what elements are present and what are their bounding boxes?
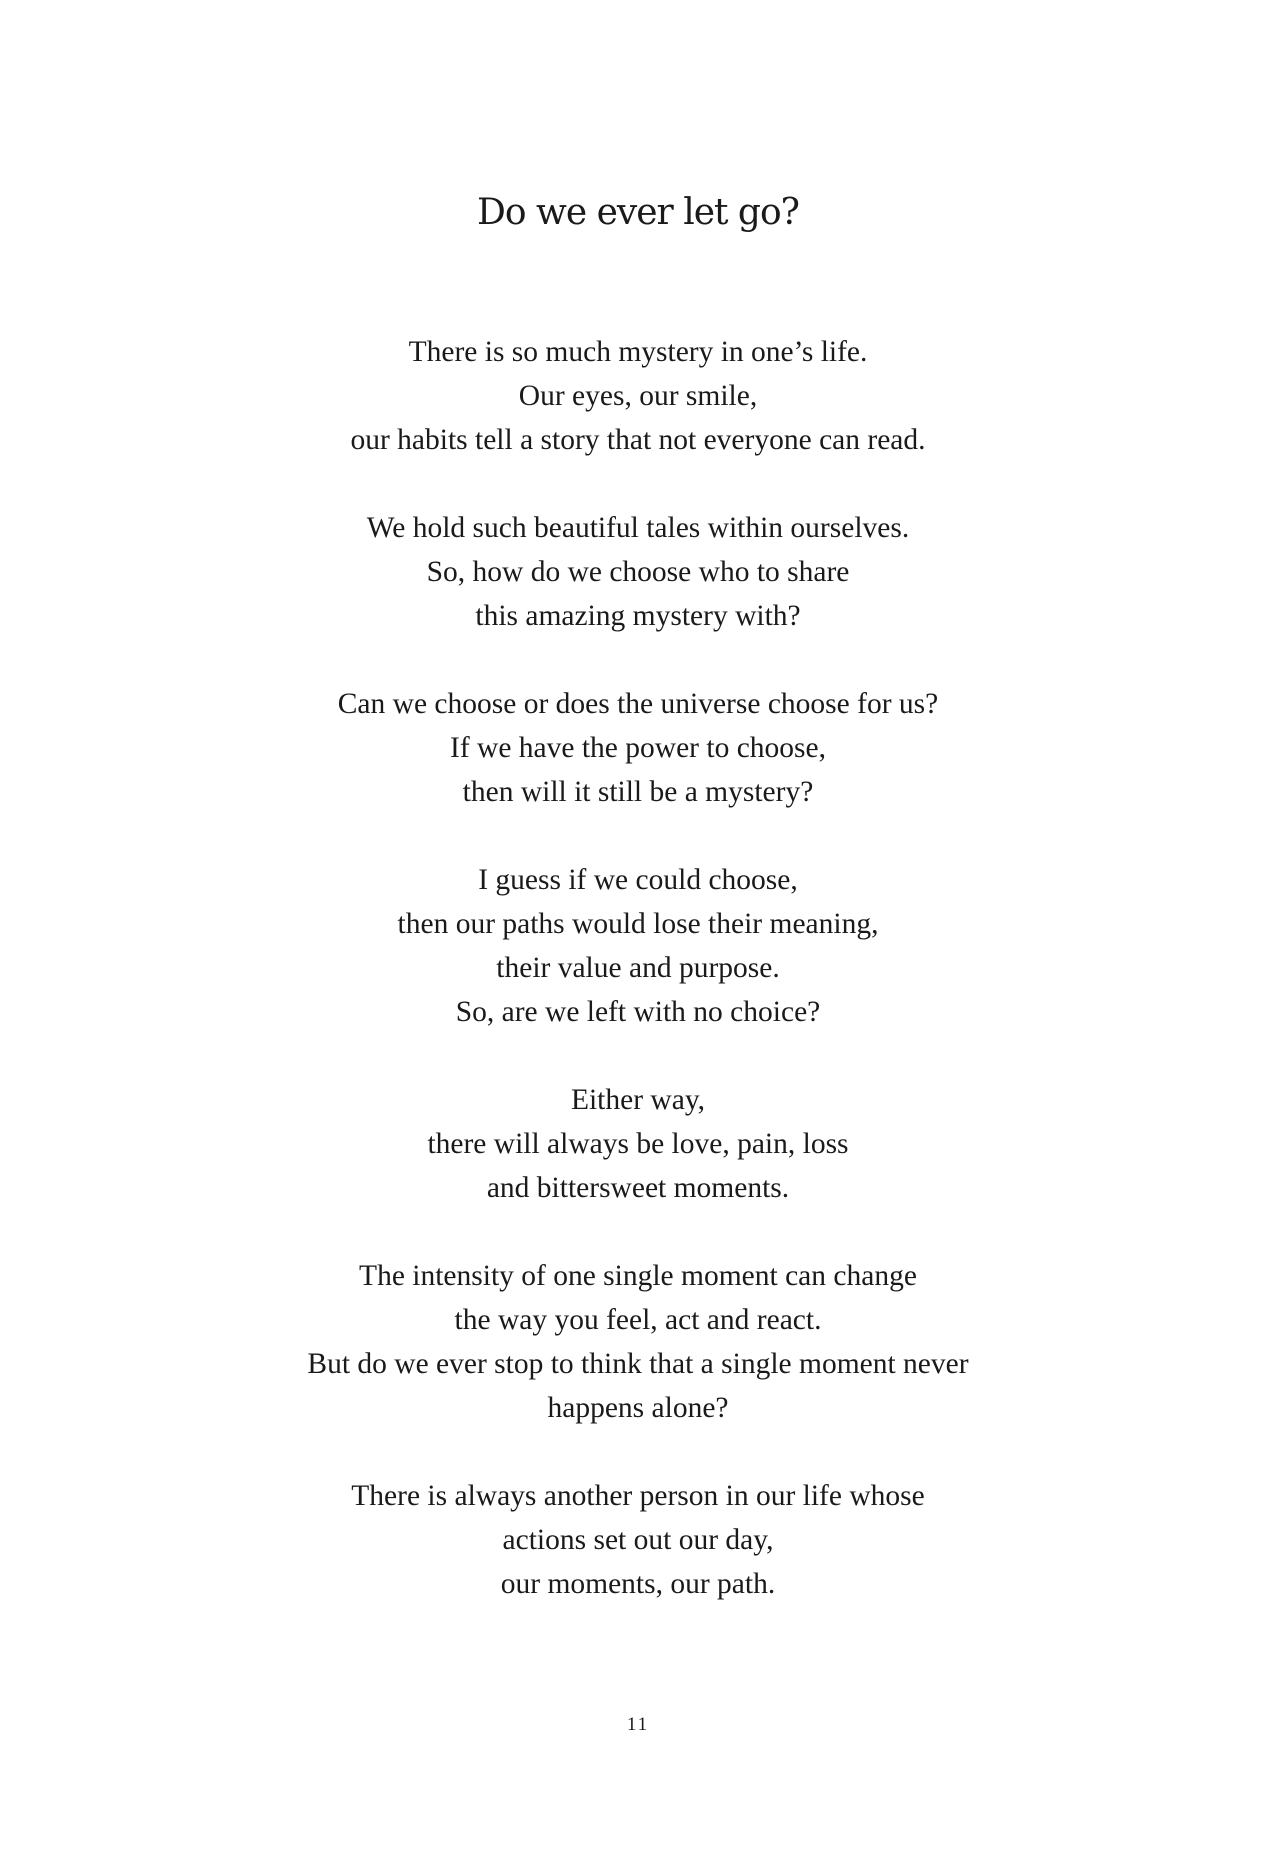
poem-line: then will it still be a mystery?: [462, 776, 814, 808]
page-number: 11: [626, 1714, 650, 1735]
stanza-7: [0, 1474, 1276, 1606]
poem-line: their value and purpose.: [496, 952, 780, 984]
stanza-4: [0, 858, 1276, 1034]
stanza-3: [0, 682, 1276, 814]
poem-line: The intensity of one single moment can change: [359, 1260, 917, 1292]
poem-line: our moments, our path.: [500, 1568, 776, 1600]
poem-line: the way you feel, act and react.: [454, 1304, 822, 1336]
poem-line: Either way,: [570, 1084, 706, 1116]
poem-line: happens alone?: [547, 1392, 729, 1424]
poem-line: We hold such beautiful tales within ourselves.: [366, 512, 910, 544]
stanza-5: [0, 1078, 1276, 1210]
poem-line: then our paths would lose their meaning,: [397, 908, 879, 940]
poem-line: Our eyes, our smile,: [518, 380, 758, 412]
poem-line: there will always be love, pain, loss: [427, 1128, 849, 1160]
poem-line: actions set out our day,: [502, 1524, 774, 1556]
poem-line: But do we ever stop to think that a single moment never: [307, 1348, 969, 1380]
stanza-1: [0, 330, 1276, 462]
poem-line: I guess if we could choose,: [478, 864, 798, 896]
poem-line: and bittersweet moments.: [486, 1172, 790, 1204]
poem-line: There is always another person in our life whose: [351, 1480, 925, 1512]
poem-title: Do we ever let go?: [477, 192, 799, 233]
poem-line: this amazing mystery with?: [475, 600, 801, 632]
poem-line: There is so much mystery in one’s life.: [408, 336, 868, 368]
poem-line: Can we choose or does the universe choose for us?: [337, 688, 939, 720]
poem-line: If we have the power to choose,: [450, 732, 826, 764]
stanza-6: [0, 1254, 1276, 1430]
poem-line: our habits tell a story that not everyone can read.: [350, 424, 926, 456]
stanza-2: [0, 506, 1276, 638]
poem-line: So, how do we choose who to share: [426, 556, 850, 588]
poem-body: [0, 330, 1276, 1650]
poem-line: So, are we left with no choice?: [455, 996, 821, 1028]
